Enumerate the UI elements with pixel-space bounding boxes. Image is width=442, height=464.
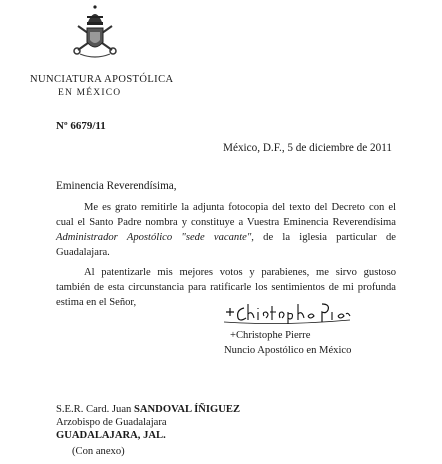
- addressee-line-2: Arzobispo de Guadalajara: [56, 417, 167, 428]
- addressee-line-3: GUADALAJARA, JAL.: [56, 430, 166, 441]
- paragraph1-role: Administrador Apostólico "sede vacante": [56, 232, 252, 243]
- paragraph1-outro: , de la iglesia particular de Guadalajara.: [56, 232, 396, 258]
- place-and-date: México, D.F., 5 de diciembre de 2011: [223, 142, 392, 154]
- addressee-name: SANDOVAL ÍÑIGUEZ: [133, 404, 241, 415]
- salutation: Eminencia Reverendísima,: [56, 180, 177, 192]
- addressee-prefix: S.E.R. Card. Juan: [56, 404, 134, 415]
- body-paragraph-1: [56, 200, 396, 260]
- letterhead-org-location: EN MÉXICO: [58, 88, 122, 98]
- papal-crest-icon: [72, 4, 118, 62]
- letterhead-org-name: NUNCIATURA APOSTÓLICA: [30, 74, 174, 85]
- handwritten-signature: [222, 300, 352, 326]
- signer-name: +Christophe Pierre: [230, 330, 311, 341]
- body-paragraph-2: Al patentizarle mis mejores votos y parabienes, me sirvo gustoso también de esta circunstancia para ratificarle los sentimientos de mi profunda estima en el Señor,: [56, 267, 396, 308]
- addressee-line-4: (Con anexo): [72, 446, 125, 457]
- signer-title: Nuncio Apostólico en México: [224, 345, 352, 356]
- paragraph1-intro: Me es grato remitirle la adjunta fotocopia del texto del Decreto con el cual el Santo Padre nombra y constituye a Vuestra Eminencia Reverendísima: [56, 202, 396, 228]
- addressee-line-1: [56, 404, 240, 415]
- reference-number: Nº 6679/11: [56, 120, 106, 132]
